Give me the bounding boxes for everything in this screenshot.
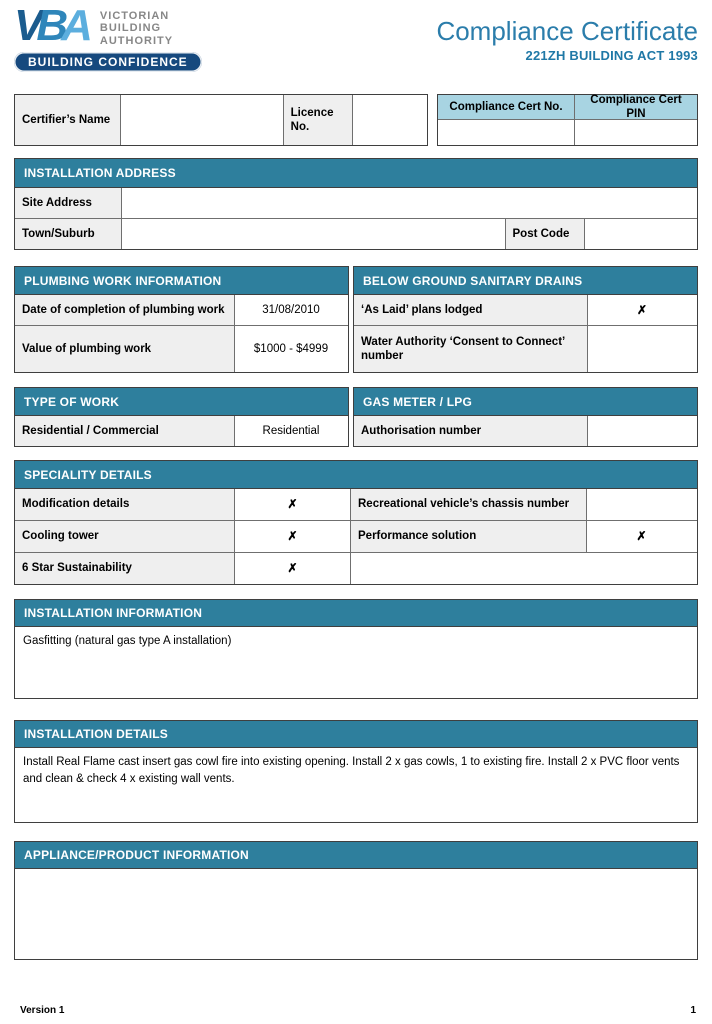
licence-no-label: Licence No. [283,95,353,145]
six-star-sustainability-x-mark[interactable]: ✗ [234,553,350,584]
org-line-3: AUTHORITY [99,34,174,47]
plumbing-value-value[interactable]: $1000 - $4999 [234,326,347,372]
installation-information-section [14,599,698,699]
appliance-information-header: APPLIANCE/PRODUCT INFORMATION [15,842,697,869]
residential-commercial-value[interactable]: Residential [234,416,347,446]
site-address-field[interactable] [121,188,697,218]
type-of-work-header: TYPE OF WORK [15,388,348,416]
version-label: Version 1 [20,1005,65,1016]
town-suburb-label: Town/Suburb [15,219,121,249]
modification-details-label: Modification details [15,489,234,520]
compliance-cert-table [437,94,698,146]
consent-to-connect-field[interactable] [587,326,696,372]
typeofwork-gasmeter-row [14,387,698,447]
certifier-table [14,94,428,146]
installation-details-header: INSTALLATION DETAILS [15,721,697,748]
installation-address-section [14,158,698,250]
plumbing-sanitary-row [14,266,698,373]
authorisation-number-field[interactable] [587,416,696,446]
sanitary-drains-section [353,266,698,373]
certifier-name-field[interactable] [120,95,282,145]
vba-logo-letters [14,1,86,51]
plumbing-completion-date-label: Date of completion of plumbing work [15,295,234,325]
site-address-label: Site Address [15,188,121,218]
plumbing-completion-date-value[interactable]: 31/08/2010 [234,295,347,325]
installation-information-body[interactable]: Gasfitting (natural gas type A installation) [23,635,232,647]
compliance-cert-no-field[interactable] [438,120,574,145]
speciality-details-section [14,460,698,585]
plumbing-work-header: PLUMBING WORK INFORMATION [15,267,348,295]
page-number: 1 [690,1005,696,1016]
title-block [436,10,698,63]
org-line-1: VICTORIAN [99,10,170,22]
certifier-name-label: Certifier’s Name [15,95,120,145]
compliance-cert-pin-header: Compliance Cert PIN [574,95,697,119]
sanitary-drains-header: BELOW GROUND SANITARY DRAINS [354,267,697,295]
as-laid-plans-x-mark[interactable]: ✗ [587,295,696,325]
page-footer [20,1005,696,1016]
act-subtitle: 221ZH BUILDING ACT 1993 [525,48,698,64]
rv-chassis-number-label: Recreational vehicle’s chassis number [350,489,586,520]
vba-letter-v: V [14,1,37,51]
plumbing-work-section [14,266,349,373]
post-code-label: Post Code [505,219,585,249]
modification-details-x-mark[interactable]: ✗ [234,489,350,520]
town-suburb-field[interactable] [121,219,505,249]
compliance-cert-no-header: Compliance Cert No. [438,95,574,119]
appliance-information-body[interactable] [15,869,697,959]
org-line-2: BUILDING [99,22,162,35]
installation-details-section [14,720,698,823]
compliance-cert-pin-field[interactable] [574,120,697,145]
residential-commercial-label: Residential / Commercial [15,416,234,446]
gas-meter-header: GAS METER / LPG [354,388,697,416]
vba-logo [14,1,202,72]
type-of-work-section [14,387,349,447]
installation-address-header: INSTALLATION ADDRESS [15,159,697,188]
performance-solution-x-mark[interactable]: ✗ [586,521,696,552]
as-laid-plans-label: ‘As Laid’ plans lodged [354,295,587,325]
gas-meter-section [353,387,698,447]
cooling-tower-label: Cooling tower [15,521,234,552]
vba-letter-a: A [61,1,86,51]
consent-to-connect-label: Water Authority ‘Consent to Connect’ number [354,326,587,372]
installation-details-body[interactable]: Install Real Flame cast insert gas cowl fire into existing opening. Install 2 x gas cowls, 1 to existing fire. Install 2 x PVC floor vents and clean & check 4 x existing wall vents. [23,756,680,786]
authorisation-number-label: Authorisation number [354,416,587,446]
vba-letter-b: B [36,1,62,51]
rv-chassis-number-field[interactable] [586,489,696,520]
speciality-details-header: SPECIALITY DETAILS [15,461,697,489]
page-title: Compliance Certificate [436,16,698,46]
installation-information-header: INSTALLATION INFORMATION [15,600,697,627]
plumbing-value-label: Value of plumbing work [15,326,234,372]
vba-org-name [100,10,173,47]
building-confidence-tagline: BUILDING CONFIDENCE [14,52,202,72]
six-star-sustainability-label: 6 Star Sustainability [15,553,234,584]
page-header [14,1,698,82]
cooling-tower-x-mark[interactable]: ✗ [234,521,350,552]
post-code-field[interactable] [584,219,697,249]
licence-no-field[interactable] [352,95,427,145]
appliance-information-section [14,841,698,960]
certifier-row [14,94,698,146]
speciality-empty-cell [350,553,696,584]
performance-solution-label: Performance solution [350,521,586,552]
